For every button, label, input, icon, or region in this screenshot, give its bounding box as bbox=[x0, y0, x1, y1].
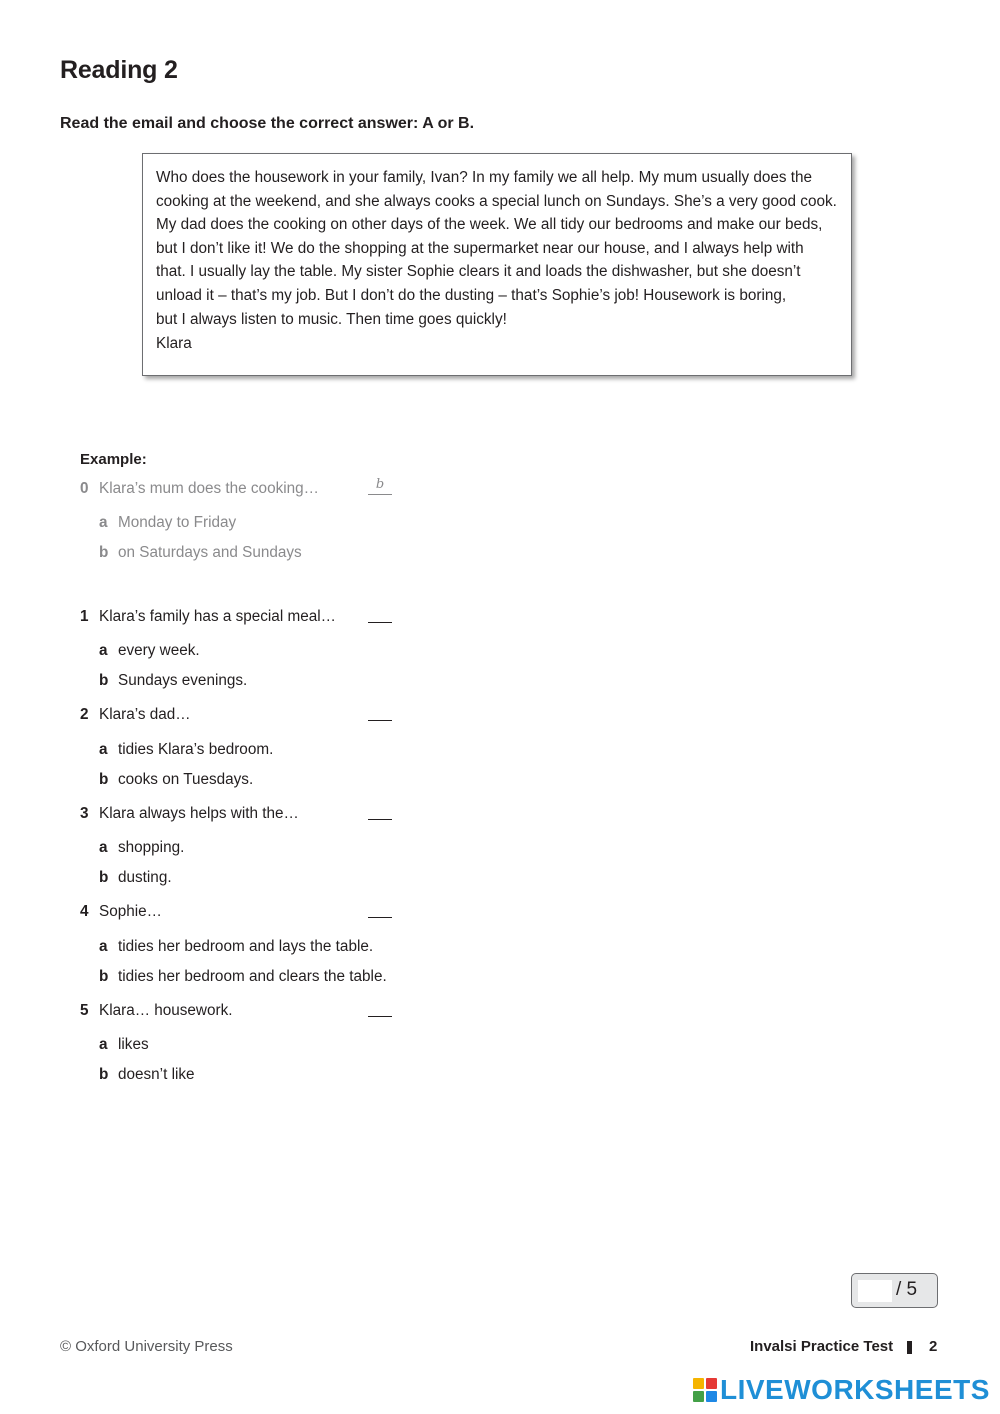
option-letter: a bbox=[99, 741, 108, 758]
option bbox=[99, 1066, 195, 1084]
option-letter: a bbox=[99, 642, 108, 659]
option-letter: b bbox=[99, 869, 109, 886]
question bbox=[80, 903, 162, 921]
option-letter: a bbox=[99, 514, 108, 531]
question-text: Sophie… bbox=[99, 903, 162, 920]
option-letter: b bbox=[99, 544, 109, 561]
option-text: cooks on Tuesdays. bbox=[118, 771, 254, 788]
score-box bbox=[851, 1273, 938, 1308]
option bbox=[99, 938, 373, 956]
option bbox=[99, 771, 253, 789]
footer-separator bbox=[907, 1341, 912, 1354]
answer-blank-5[interactable] bbox=[368, 1016, 392, 1017]
logo-tile bbox=[693, 1391, 704, 1402]
email-box bbox=[142, 153, 852, 376]
question bbox=[80, 706, 191, 724]
question bbox=[80, 608, 336, 626]
option bbox=[99, 672, 247, 690]
instruction-or: or bbox=[433, 115, 459, 132]
question-text: Klara always helps with the… bbox=[99, 805, 299, 822]
answer-blank-2[interactable] bbox=[368, 720, 392, 721]
option-text: doesn’t like bbox=[118, 1066, 195, 1083]
question-number: 1 bbox=[80, 608, 89, 625]
option bbox=[99, 869, 172, 887]
page-title: Reading 2 bbox=[60, 56, 178, 84]
example-question-text: Klara’s mum does the cooking… bbox=[99, 480, 319, 497]
question-number: 4 bbox=[80, 903, 89, 920]
option-letter: a bbox=[99, 938, 108, 955]
option-text: Sundays evenings. bbox=[118, 672, 248, 689]
example-option bbox=[99, 514, 236, 532]
question-number: 2 bbox=[80, 706, 89, 723]
example-question bbox=[80, 480, 319, 498]
option-letter: b bbox=[99, 968, 109, 985]
copyright: © Oxford University Press bbox=[60, 1338, 233, 1355]
question-text: Klara’s family has a special meal… bbox=[99, 608, 336, 625]
question-number: 3 bbox=[80, 805, 89, 822]
instruction-option-a: A bbox=[422, 115, 434, 132]
option-letter: a bbox=[99, 1036, 108, 1053]
question-text: Klara… housework. bbox=[99, 1002, 233, 1019]
page-number: 2 bbox=[929, 1338, 938, 1355]
example-option bbox=[99, 544, 302, 562]
score-input[interactable] bbox=[858, 1280, 892, 1302]
answer-blank-4[interactable] bbox=[368, 917, 392, 918]
option-text: tidies Klara’s bedroom. bbox=[118, 741, 274, 758]
option-letter: b bbox=[99, 672, 109, 689]
option-text: tidies her bedroom and lays the table. bbox=[118, 938, 374, 955]
email-line: Who does the housework in your family, Ivan? In my family we all help. My mum usually does the bbox=[156, 169, 813, 186]
option bbox=[99, 741, 273, 759]
email-line: but I don’t like it! We do the shopping at the supermarket near our house, and I always help with bbox=[156, 239, 804, 257]
option-text: likes bbox=[118, 1036, 149, 1053]
option bbox=[99, 839, 184, 857]
option-text: Monday to Friday bbox=[118, 514, 237, 531]
example-number: 0 bbox=[80, 480, 89, 497]
email-line: but I always listen to music. Then time goes quickly! bbox=[156, 310, 507, 328]
option-letter: b bbox=[99, 771, 109, 788]
instruction-option-b: B bbox=[458, 115, 470, 132]
option bbox=[99, 968, 387, 986]
email-line: unload it – that’s my job. But I don’t do the dusting – that’s Sophie’s job! Housework is boring, bbox=[156, 286, 787, 304]
option-text: dusting. bbox=[118, 869, 172, 886]
test-name: Invalsi Practice Test bbox=[750, 1338, 894, 1355]
email-signature: Klara bbox=[156, 335, 192, 353]
liveworksheets-logo bbox=[693, 1375, 990, 1405]
option-letter: b bbox=[99, 1066, 109, 1083]
instruction-end: . bbox=[469, 115, 475, 132]
option bbox=[99, 1036, 149, 1054]
option-text: tidies her bedroom and clears the table. bbox=[118, 968, 387, 985]
option-text: shopping. bbox=[118, 839, 185, 856]
email-line: that. I usually lay the table. My sister Sophie clears it and loads the dishwasher, but she doesn’t bbox=[156, 263, 801, 281]
option bbox=[99, 642, 200, 660]
question bbox=[80, 805, 299, 823]
instruction bbox=[60, 115, 474, 133]
example-label: Example: bbox=[80, 451, 147, 468]
question-number: 5 bbox=[80, 1002, 89, 1019]
logo-tile bbox=[693, 1378, 704, 1389]
email-line: cooking at the weekend, and she always cooks a special lunch on Sundays. She’s a very good cook. bbox=[156, 192, 837, 210]
logo-tile bbox=[706, 1378, 717, 1389]
answer-blank-3[interactable] bbox=[368, 819, 392, 820]
answer-blank-1[interactable] bbox=[368, 622, 392, 623]
example-answer: b bbox=[368, 476, 392, 495]
liveworksheets-logo-icon bbox=[693, 1378, 717, 1402]
question bbox=[80, 1002, 232, 1020]
email-line: My dad does the cooking on other days of the week. We all tidy our bedrooms and make our beds, bbox=[156, 216, 823, 234]
option-letter: a bbox=[99, 839, 108, 856]
option-text: every week. bbox=[118, 642, 200, 659]
logo-tile bbox=[706, 1391, 717, 1402]
score-total: / 5 bbox=[896, 1279, 918, 1300]
liveworksheets-logo-text: LIVEWORKSHEETS bbox=[720, 1374, 990, 1405]
instruction-text: Read the email and choose the correct answer: bbox=[60, 115, 423, 132]
email-body bbox=[156, 166, 839, 331]
question-text: Klara’s dad… bbox=[99, 706, 191, 723]
option-text: on Saturdays and Sundays bbox=[118, 544, 302, 561]
